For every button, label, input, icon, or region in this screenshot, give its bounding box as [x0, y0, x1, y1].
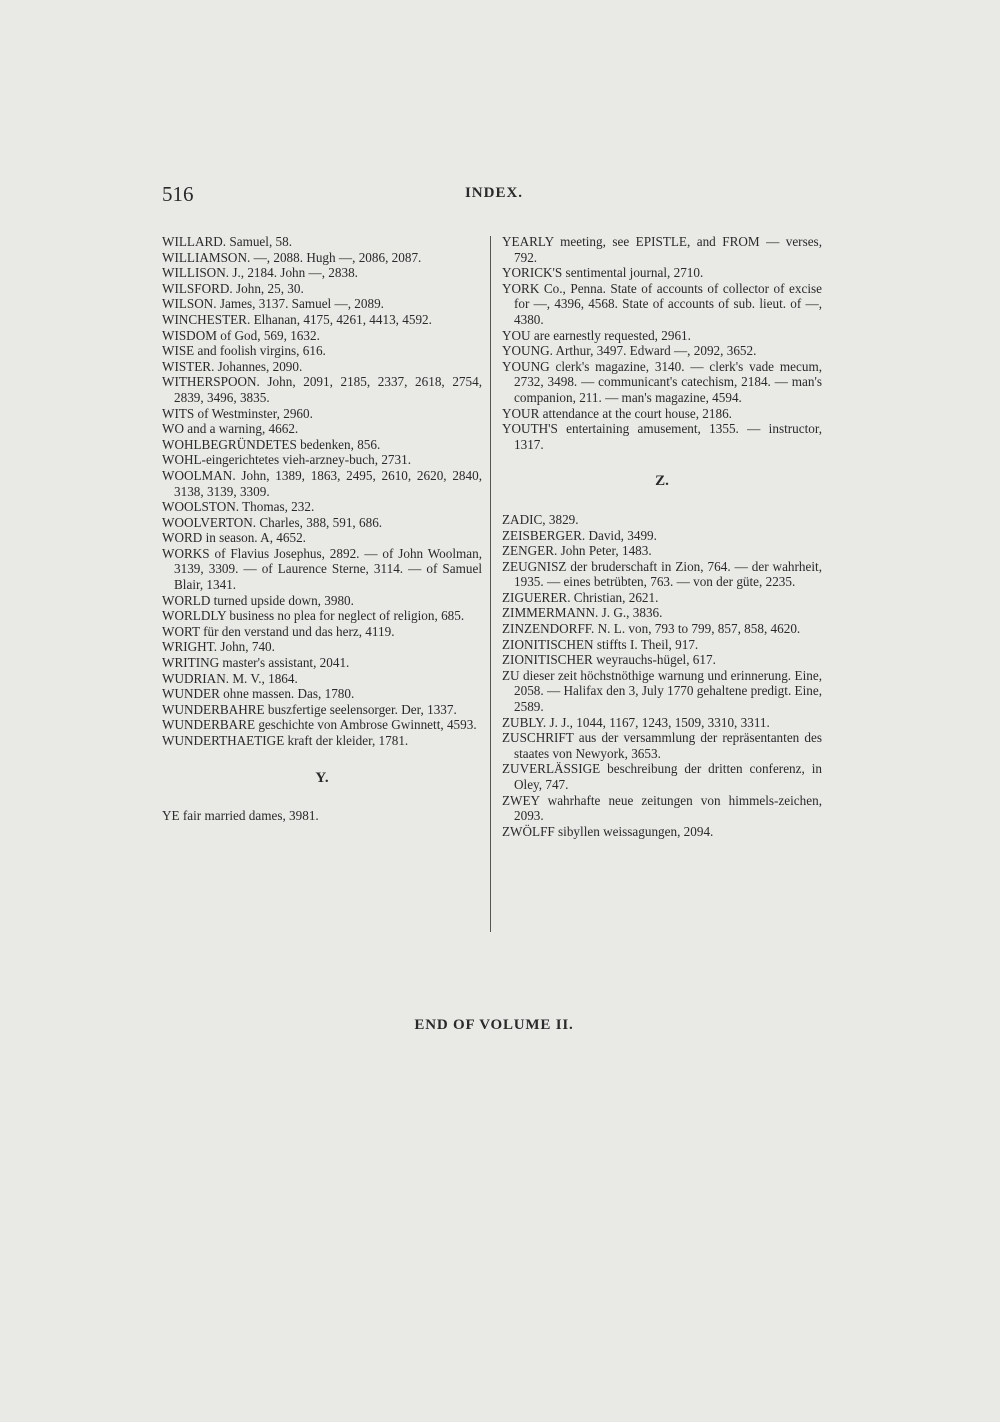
index-entry: WORT für den verstand und das herz, 4119.	[162, 623, 395, 639]
index-entry: ZWÖLFF sibyllen weissagungen, 2094.	[502, 823, 714, 839]
index-entry: WOOLMAN. John, 1389, 1863, 2495, 2610, 2620, 2840, 3138, 3139, 3309.	[162, 467, 482, 499]
index-entry: WUNDERTHAETIGE kraft der kleider, 1781.	[162, 733, 409, 748]
index-entry: YOU are earnestly requested, 2961.	[502, 327, 691, 343]
index-entry: WILSFORD. John, 25, 30.	[162, 280, 304, 296]
index-entry: ZUVERLÄSSIGE beschreibung der dritten conferenz, in Oley, 747.	[502, 761, 822, 792]
index-entry: YOUTH'S entertaining amusement, 1355. — instructor, 1317.	[502, 421, 822, 452]
index-entry: WOHLBEGRÜNDETES bedenken, 856.	[162, 436, 381, 452]
index-entry: WRITING master's assistant, 2041.	[162, 655, 350, 671]
index-entry: WISE and foolish virgins, 616.	[162, 343, 326, 359]
index-entry: ZUSCHRIFT aus der versammlung der repräsentanten des staates von Newyork, 3653.	[502, 730, 822, 761]
index-entry: YOUR attendance at the court house, 2186.	[502, 405, 732, 421]
section-heading-z: Z.	[655, 473, 669, 490]
index-entry: YORK Co., Penna. State of accounts of collector of excise for —, 4396, 4568. State of accounts of sub. lieut. of —, 4380.	[502, 280, 822, 327]
index-entry: ZADIC, 3829.	[502, 511, 579, 527]
index-entry: WO and a warning, 4662.	[162, 421, 299, 437]
index-entry: YORICK'S sentimental journal, 2710.	[502, 265, 704, 281]
index-entry: WILLIAMSON. —, 2088. Hugh —, 2086, 2087.	[162, 249, 422, 265]
index-entry: WUNDERBARE geschichte von Ambrose Gwinnett, 4593.	[162, 717, 477, 733]
right-entry-list	[502, 234, 822, 452]
index-entry: YE fair married dames, 3981.	[162, 808, 319, 824]
index-entry: ZIONITISCHER weyrauchs-hügel, 617.	[502, 652, 716, 668]
index-entry: WUDRIAN. M. V., 1864.	[162, 670, 298, 686]
index-entry: WILLISON. J., 2184. John —, 2838.	[162, 265, 358, 281]
index-entry: WOHL-eingerichtetes vieh-arzney-buch, 2731.	[162, 452, 411, 468]
running-title: INDEX.	[464, 185, 524, 201]
index-entry: WORD in season. A, 4652.	[162, 530, 306, 546]
index-entry: WILSON. James, 3137. Samuel —, 2089.	[162, 296, 384, 312]
end-of-volume-note: END OF VOLUME II.	[414, 1017, 574, 1033]
index-entry: ZUBLY. J. J., 1044, 1167, 1243, 1509, 3310, 3311.	[502, 714, 770, 730]
column-divider	[490, 236, 491, 932]
index-entry: ZEUGNISZ der bruderschaft in Zion, 764. — der wahrheit, 1935. — eines betrübten, 763. — von der güte, 2235.	[502, 558, 822, 590]
index-entry: ZIONITISCHEN stiffts I. Theil, 917.	[502, 636, 699, 652]
index-entry: ZIMMERMANN. J. G., 3836.	[502, 605, 663, 621]
page-header	[162, 182, 826, 212]
index-entry: YOUNG. Arthur, 3497. Edward —, 2092, 3652.	[502, 343, 757, 359]
index-entry: ZWEY wahrhafte neue zeitungen von himmels-zeichen, 2093.	[502, 792, 822, 824]
index-entry: ZINZENDORFF. N. L. von, 793 to 799, 857, 858, 4620.	[502, 621, 801, 637]
index-entry: WORKS of Flavius Josephus, 2892. — of John Woolman, 3139, 3309. — of Laurence Sterne, 3114. — of Samuel Blair, 1341.	[162, 545, 482, 593]
index-entry: WRIGHT. John, 740.	[162, 639, 275, 655]
index-entry: WILLARD. Samuel, 58.	[162, 234, 293, 249]
index-entry: ZENGER. John Peter, 1483.	[502, 543, 652, 559]
index-entry: WUNDERBAHRE buszfertige seelensorger. Der, 1337.	[162, 701, 457, 717]
section-heading-y: Y.	[315, 769, 329, 786]
index-entry: WISTER. Johannes, 2090.	[162, 358, 303, 374]
index-entry: YOUNG clerk's magazine, 3140. — clerk's vade mecum, 2732, 3498. — communicant's catechism, 2184. — man's companion, 211. — man's magazine, 4594.	[502, 358, 822, 405]
index-entry: ZEISBERGER. David, 3499.	[502, 527, 657, 543]
index-entry: WITHERSPOON. John, 2091, 2185, 2337, 2618, 2754, 2839, 3496, 3835.	[162, 374, 482, 405]
index-entry: WISDOM of God, 569, 1632.	[162, 327, 320, 343]
index-entry: WOOLVERTON. Charles, 388, 591, 686.	[162, 514, 383, 530]
right-column	[502, 234, 822, 839]
index-entry: WORLD turned upside down, 3980.	[162, 592, 354, 608]
left-column	[162, 234, 482, 824]
z-entry-list	[502, 512, 822, 839]
index-entry: WUNDER ohne massen. Das, 1780.	[162, 686, 355, 702]
y-entry-list	[162, 808, 482, 824]
left-entry-list	[162, 234, 482, 749]
index-entry: WOOLSTON. Thomas, 232.	[162, 499, 315, 515]
index-entry: ZIGUERER. Christian, 2621.	[502, 589, 659, 605]
index-entry: WORLDLY business no plea for neglect of religion, 685.	[162, 608, 465, 624]
index-entry: ZU dieser zeit höchstnöthige warnung und erinnerung. Eine, 2058. — Halifax den 3, July 1770 gehaltene predigt. Eine, 2589.	[502, 667, 823, 715]
index-entry: YEARLY meeting, see EPISTLE, and FROM — verses, 792.	[502, 234, 822, 265]
page-number: 516	[162, 182, 194, 206]
index-entry: WINCHESTER. Elhanan, 4175, 4261, 4413, 4592.	[162, 311, 432, 327]
index-entry: WITS of Westminster, 2960.	[162, 405, 313, 421]
